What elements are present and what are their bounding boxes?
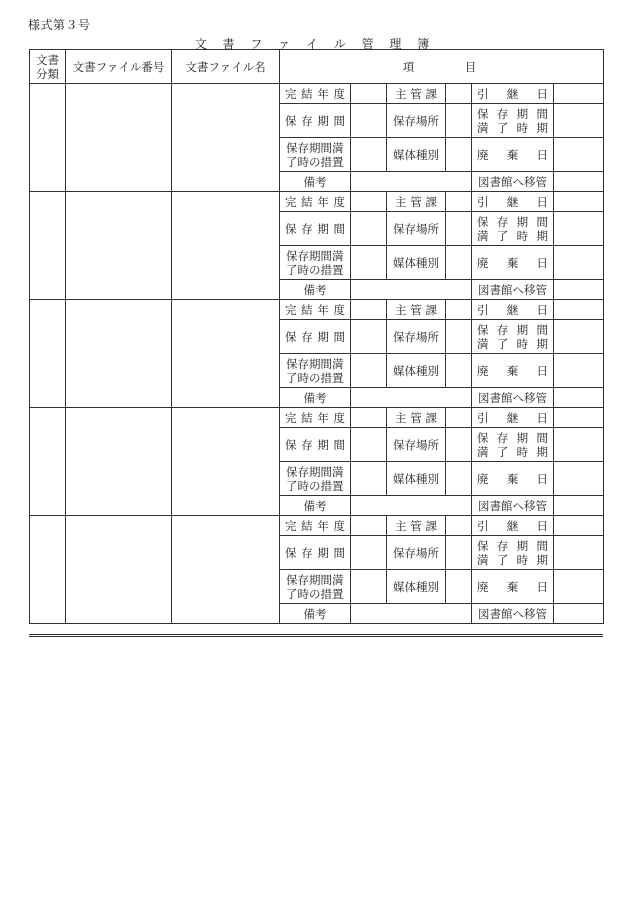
completion-year-label: 完結年度 bbox=[280, 408, 351, 428]
media-type-label: 媒体種別 bbox=[387, 246, 446, 280]
storage-location-label: 保存場所 bbox=[387, 104, 446, 138]
transfer-date-label: 引継日 bbox=[472, 192, 554, 212]
disposal-date-value[interactable] bbox=[554, 246, 604, 280]
expiry-date-label bbox=[472, 212, 554, 246]
remarks-value[interactable] bbox=[351, 388, 472, 408]
record-row-completion bbox=[30, 84, 604, 104]
completion-year-value[interactable] bbox=[351, 84, 387, 104]
media-type-label: 媒体種別 bbox=[387, 570, 446, 604]
department-value[interactable] bbox=[446, 516, 472, 536]
expiry-date-label-line2: 満了時期 bbox=[477, 336, 548, 351]
storage-location-value[interactable] bbox=[446, 212, 472, 246]
expiry-measure-label-line2: 了時の措置 bbox=[286, 370, 344, 385]
transfer-date-value[interactable] bbox=[554, 516, 604, 536]
department-value[interactable] bbox=[446, 300, 472, 320]
header-file-number: 文書ファイル番号 bbox=[66, 50, 172, 84]
header-file-name: 文書ファイル名 bbox=[172, 50, 280, 84]
library-transfer-label: 図書館へ移管 bbox=[472, 604, 554, 624]
disposal-date-value[interactable] bbox=[554, 138, 604, 172]
department-label: 主管課 bbox=[387, 192, 446, 212]
file-name-cell[interactable] bbox=[172, 300, 280, 408]
transfer-date-value[interactable] bbox=[554, 408, 604, 428]
file-number-cell[interactable] bbox=[66, 84, 172, 192]
disposal-date-value[interactable] bbox=[554, 354, 604, 388]
department-label: 主管課 bbox=[387, 84, 446, 104]
category-cell[interactable] bbox=[30, 84, 66, 192]
expiry-measure-label-line1: 保存期間満 bbox=[286, 464, 344, 479]
transfer-date-label: 引継日 bbox=[472, 84, 554, 104]
expiry-date-value[interactable] bbox=[554, 536, 604, 570]
expiry-measure-label-line1: 保存期間満 bbox=[286, 356, 344, 371]
expiry-measure-label bbox=[280, 462, 351, 496]
disposal-date-value[interactable] bbox=[554, 570, 604, 604]
storage-location-value[interactable] bbox=[446, 536, 472, 570]
header-row bbox=[30, 50, 604, 84]
expiry-measure-label-line1: 保存期間満 bbox=[286, 248, 344, 263]
transfer-date-value[interactable] bbox=[554, 192, 604, 212]
retention-period-value[interactable] bbox=[351, 428, 387, 462]
completion-year-label: 完結年度 bbox=[280, 192, 351, 212]
completion-year-label: 完結年度 bbox=[280, 84, 351, 104]
category-cell[interactable] bbox=[30, 300, 66, 408]
retention-period-value[interactable] bbox=[351, 212, 387, 246]
record-row-completion bbox=[30, 300, 604, 320]
library-transfer-value[interactable] bbox=[554, 172, 604, 192]
expiry-date-label-line2: 満了時期 bbox=[477, 552, 548, 567]
expiry-date-label bbox=[472, 104, 554, 138]
media-type-label: 媒体種別 bbox=[387, 354, 446, 388]
expiry-measure-label bbox=[280, 246, 351, 280]
library-transfer-label: 図書館へ移管 bbox=[472, 496, 554, 516]
expiry-measure-label-line1: 保存期間満 bbox=[286, 572, 344, 587]
expiry-measure-label-line2: 了時の措置 bbox=[286, 154, 344, 169]
remarks-label: 備考 bbox=[280, 604, 351, 624]
expiry-date-label-line2: 満了時期 bbox=[477, 444, 548, 459]
header-category: 文書 分類 bbox=[30, 50, 66, 84]
bottom-double-rule bbox=[29, 634, 603, 637]
media-type-label: 媒体種別 bbox=[387, 138, 446, 172]
department-label: 主管課 bbox=[387, 408, 446, 428]
file-number-cell[interactable] bbox=[66, 408, 172, 516]
storage-location-label: 保存場所 bbox=[387, 428, 446, 462]
retention-period-label: 保存期間 bbox=[280, 320, 351, 354]
expiry-date-label-line1: 保存期間 bbox=[477, 214, 548, 229]
file-name-cell[interactable] bbox=[172, 84, 280, 192]
library-transfer-label: 図書館へ移管 bbox=[472, 280, 554, 300]
expiry-date-value[interactable] bbox=[554, 428, 604, 462]
retention-period-label: 保存期間 bbox=[280, 428, 351, 462]
transfer-date-label: 引継日 bbox=[472, 516, 554, 536]
completion-year-value[interactable] bbox=[351, 300, 387, 320]
department-label: 主管課 bbox=[387, 516, 446, 536]
remarks-value[interactable] bbox=[351, 280, 472, 300]
remarks-value[interactable] bbox=[351, 604, 472, 624]
file-number-cell[interactable] bbox=[66, 192, 172, 300]
retention-period-value[interactable] bbox=[351, 320, 387, 354]
media-type-value[interactable] bbox=[446, 138, 472, 172]
expiry-date-value[interactable] bbox=[554, 320, 604, 354]
remarks-value[interactable] bbox=[351, 496, 472, 516]
retention-period-label: 保存期間 bbox=[280, 212, 351, 246]
file-name-cell[interactable] bbox=[172, 408, 280, 516]
completion-year-value[interactable] bbox=[351, 192, 387, 212]
remarks-value[interactable] bbox=[351, 172, 472, 192]
completion-year-label: 完結年度 bbox=[280, 516, 351, 536]
retention-period-value[interactable] bbox=[351, 536, 387, 570]
storage-location-label: 保存場所 bbox=[387, 320, 446, 354]
storage-location-value[interactable] bbox=[446, 428, 472, 462]
page-title: 文 書 フ ァ イ ル 管 理 簿 bbox=[194, 37, 436, 51]
expiry-date-label-line2: 満了時期 bbox=[477, 120, 548, 135]
file-number-cell[interactable] bbox=[66, 300, 172, 408]
header-items: 項 目 bbox=[280, 50, 604, 84]
expiry-measure-label-line2: 了時の措置 bbox=[286, 586, 344, 601]
expiry-measure-label-line2: 了時の措置 bbox=[286, 478, 344, 493]
library-transfer-value[interactable] bbox=[554, 280, 604, 300]
expiry-date-label bbox=[472, 536, 554, 570]
expiry-date-label-line1: 保存期間 bbox=[477, 538, 548, 553]
remarks-label: 備考 bbox=[280, 388, 351, 408]
remarks-label: 備考 bbox=[280, 280, 351, 300]
transfer-date-label: 引継日 bbox=[472, 408, 554, 428]
department-value[interactable] bbox=[446, 408, 472, 428]
completion-year-value[interactable] bbox=[351, 516, 387, 536]
category-cell[interactable] bbox=[30, 408, 66, 516]
expiry-measure-label bbox=[280, 138, 351, 172]
media-type-label: 媒体種別 bbox=[387, 462, 446, 496]
retention-period-label: 保存期間 bbox=[280, 536, 351, 570]
category-cell[interactable] bbox=[30, 192, 66, 300]
storage-location-value[interactable] bbox=[446, 104, 472, 138]
expiry-measure-label bbox=[280, 354, 351, 388]
expiry-measure-value[interactable] bbox=[351, 138, 387, 172]
retention-period-value[interactable] bbox=[351, 104, 387, 138]
library-transfer-value[interactable] bbox=[554, 496, 604, 516]
transfer-date-value[interactable] bbox=[554, 84, 604, 104]
expiry-measure-value[interactable] bbox=[351, 570, 387, 604]
department-value[interactable] bbox=[446, 192, 472, 212]
disposal-date-label: 廃棄日 bbox=[472, 462, 554, 496]
library-transfer-value[interactable] bbox=[554, 604, 604, 624]
library-transfer-value[interactable] bbox=[554, 388, 604, 408]
disposal-date-label: 廃棄日 bbox=[472, 246, 554, 280]
expiry-measure-value[interactable] bbox=[351, 354, 387, 388]
retention-period-label: 保存期間 bbox=[280, 104, 351, 138]
transfer-date-value[interactable] bbox=[554, 300, 604, 320]
storage-location-value[interactable] bbox=[446, 320, 472, 354]
category-cell[interactable] bbox=[30, 516, 66, 624]
disposal-date-label: 廃棄日 bbox=[472, 354, 554, 388]
expiry-date-label-line1: 保存期間 bbox=[477, 430, 548, 445]
disposal-date-label: 廃棄日 bbox=[472, 138, 554, 172]
media-type-value[interactable] bbox=[446, 246, 472, 280]
storage-location-label: 保存場所 bbox=[387, 212, 446, 246]
expiry-measure-value[interactable] bbox=[351, 246, 387, 280]
expiry-date-value[interactable] bbox=[554, 104, 604, 138]
record-row-completion bbox=[30, 408, 604, 428]
record-row-completion bbox=[30, 192, 604, 212]
file-name-cell[interactable] bbox=[172, 192, 280, 300]
transfer-date-label: 引継日 bbox=[472, 300, 554, 320]
file-name-cell[interactable] bbox=[172, 516, 280, 624]
expiry-date-label-line1: 保存期間 bbox=[477, 106, 548, 121]
library-transfer-label: 図書館へ移管 bbox=[472, 388, 554, 408]
expiry-measure-label bbox=[280, 570, 351, 604]
library-transfer-label: 図書館へ移管 bbox=[472, 172, 554, 192]
expiry-date-label-line2: 満了時期 bbox=[477, 228, 548, 243]
expiry-measure-label-line2: 了時の措置 bbox=[286, 262, 344, 277]
expiry-date-label-line1: 保存期間 bbox=[477, 322, 548, 337]
remarks-label: 備考 bbox=[280, 172, 351, 192]
media-type-value[interactable] bbox=[446, 570, 472, 604]
record-row-completion bbox=[30, 516, 604, 536]
department-label: 主管課 bbox=[387, 300, 446, 320]
department-value[interactable] bbox=[446, 84, 472, 104]
form-number: 様式第３号 bbox=[28, 18, 91, 32]
completion-year-label: 完結年度 bbox=[280, 300, 351, 320]
remarks-label: 備考 bbox=[280, 496, 351, 516]
disposal-date-value[interactable] bbox=[554, 462, 604, 496]
file-management-ledger bbox=[29, 49, 604, 624]
media-type-value[interactable] bbox=[446, 354, 472, 388]
completion-year-value[interactable] bbox=[351, 408, 387, 428]
storage-location-label: 保存場所 bbox=[387, 536, 446, 570]
disposal-date-label: 廃棄日 bbox=[472, 570, 554, 604]
expiry-date-value[interactable] bbox=[554, 212, 604, 246]
media-type-value[interactable] bbox=[446, 462, 472, 496]
expiry-date-label bbox=[472, 320, 554, 354]
expiry-measure-label-line1: 保存期間満 bbox=[286, 140, 344, 155]
expiry-measure-value[interactable] bbox=[351, 462, 387, 496]
file-number-cell[interactable] bbox=[66, 516, 172, 624]
expiry-date-label bbox=[472, 428, 554, 462]
